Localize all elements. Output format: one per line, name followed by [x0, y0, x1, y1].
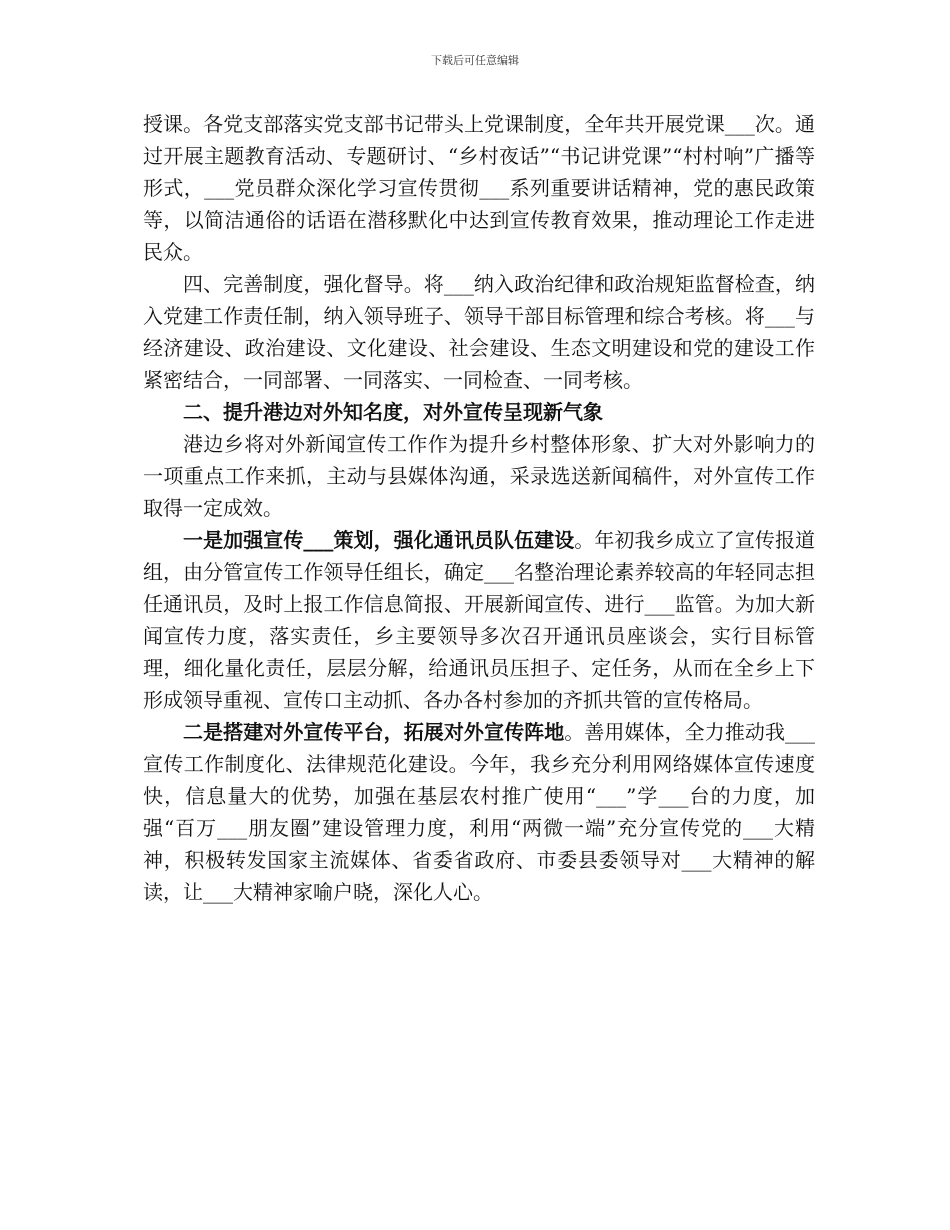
paragraph-correspondent-team — [143, 524, 815, 716]
bold-lead-platform: 二是搭建对外宣传平台，拓展对外宣传阵地 — [183, 720, 565, 744]
section-heading-external-publicity: 二、提升港边对外知名度，对外宣传呈现新气象 — [183, 400, 603, 424]
bold-lead-correspondent: 一是加强宣传___策划，强化通讯员队伍建设 — [183, 528, 575, 552]
page-header: 下载后可任意编辑 — [431, 54, 519, 67]
document-body — [143, 108, 815, 908]
paragraph-party-lectures: 授课。各党支部落实党支部书记带头上党课制度，全年共开展党课___次。通过开展主题教育活动、专题研讨、“乡村夜话”“书记讲党课”“村村响”广播等形式，___党员群众深化学习宣传贯彻___系列重要讲话精神，党的惠民政策等，以简洁通俗的话语在潜移默化中达到宣传教育效果，推动理论工作走进民众。 — [143, 112, 815, 264]
paragraph-body-platform: 。善用媒体，全力推动我___宣传工作制度化、法律规范化建设。今年，我乡充分利用网络媒体宣传速度快，信息量大的优势，加强在基层农村推广使用“___”学___台的力度，加强“百万___朋友圈”建设管理力度，利用“两微一端”充分宣传党的___大精神，积极转发国家主流媒体、省委省政府、市委县委领导对___大精神的解读，让___大精神家喻户晓，深化人心。 — [143, 720, 816, 904]
paragraph-body-correspondent: 。年初我乡成立了宣传报道组，由分管宣传工作领导任组长，确定___名整治理论素养较高的年轻同志担任通讯员，及时上报工作信息简报、开展新闻宣传、进行___监管。为加大新闻宣传力度，落实责任，乡主要领导多次召开通讯员座谈会，实行目标管理，细化量化责任，层层分解，给通讯员压担子、定任务，从而在全乡上下形成领导重视、宣传口主动抓、各办各村参加的齐抓共管的宣传格局。 — [143, 528, 816, 712]
paragraph-external-news: 港边乡将对外新闻宣传工作作为提升乡村整体形象、扩大对外影响力的一项重点工作来抓，主动与县媒体沟通，采录选送新闻稿件，对外宣传工作取得一定成效。 — [143, 432, 815, 520]
paragraph-publicity-platform — [143, 716, 815, 908]
paragraph-improve-system: 四、完善制度，强化督导。将___纳入政治纪律和政治规矩监督检查，纳入党建工作责任制，纳入领导班子、领导干部目标管理和综合考核。将___与经济建设、政治建设、文化建设、社会建设、生态文明建设和党的建设工作紧密结合，一同部署、一同落实、一同检查、一同考核。 — [143, 272, 815, 392]
